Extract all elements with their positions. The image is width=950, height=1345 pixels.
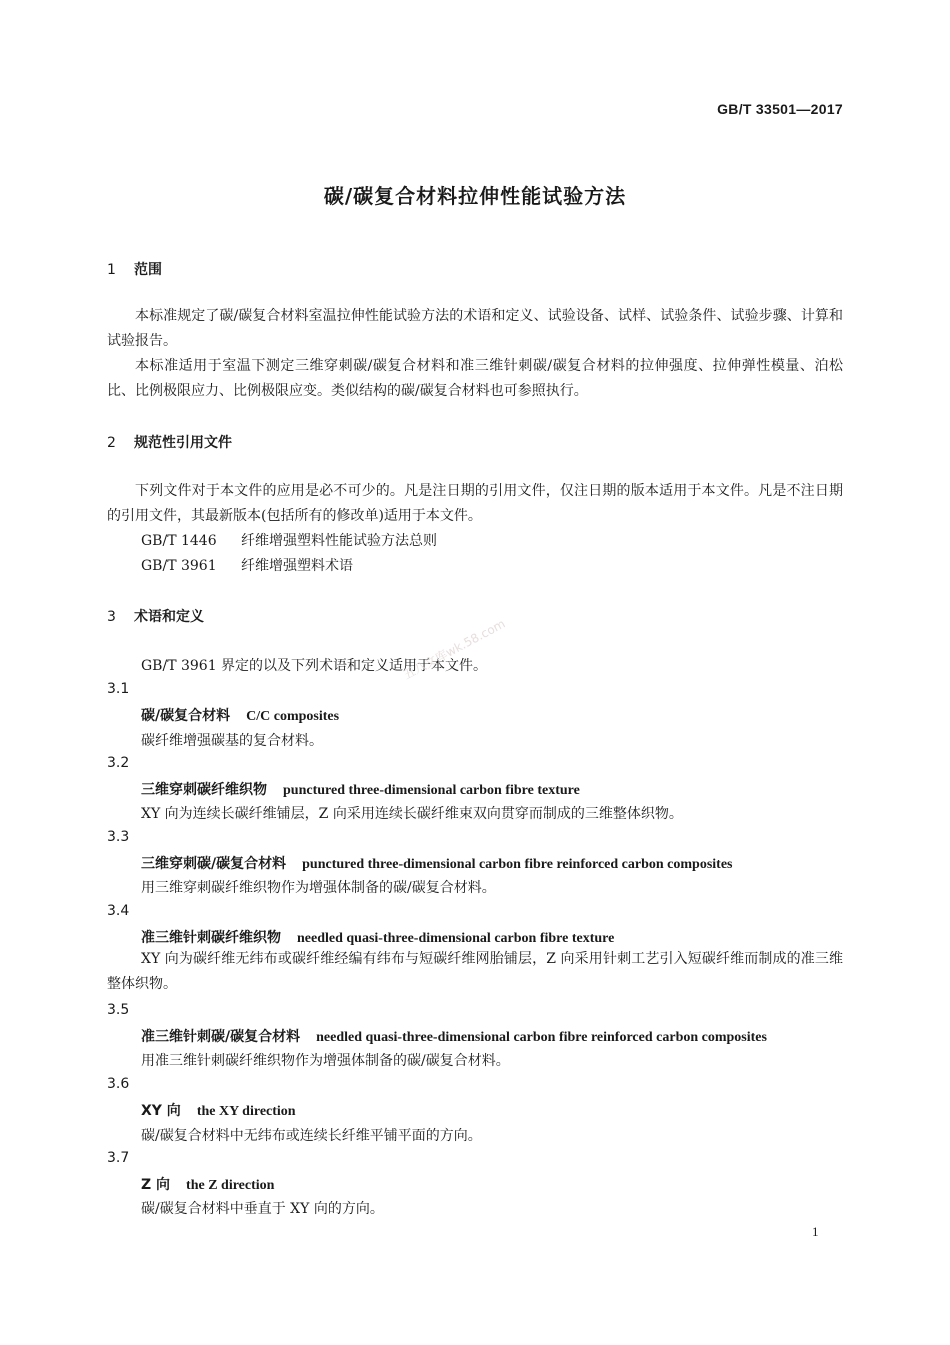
term-number: 3.6 [107, 1076, 130, 1092]
term-definition: 碳/碳复合材料中无纬布或连续长纤维平铺平面的方向。 [141, 1128, 482, 1144]
term-heading [141, 705, 339, 725]
term-heading [141, 1174, 274, 1194]
term-cn: XY 向 [141, 1103, 181, 1119]
term-definition: XY 向为连续长碳纤维铺层，Z 向采用连续长碳纤维束双向贯穿而制成的三维整体织物。 [141, 806, 683, 822]
term-cn: 准三维针刺碳纤维织物 [141, 930, 281, 946]
term-en: the XY direction [196, 1104, 296, 1119]
reference-item [141, 555, 353, 575]
term-heading [141, 927, 614, 947]
term-number: 3.3 [107, 829, 130, 845]
term-number: 3.2 [107, 755, 130, 771]
term-definition: 碳/碳复合材料中垂直于 XY 向的方向。 [141, 1201, 384, 1217]
term-definition: 用三维穿刺碳纤维织物作为增强体制备的碳/碳复合材料。 [141, 880, 496, 896]
section-3-heading [107, 606, 204, 626]
term-cn: 准三维针刺碳/碳复合材料 [141, 1029, 301, 1045]
term-heading [141, 1026, 767, 1046]
terms-intro: GB/T 3961 界定的以及下列术语和定义适用于本文件。 [141, 658, 488, 674]
page-number: 1 [812, 1224, 819, 1239]
term-definition: XY 向为碳纤维无纬布或碳纤维经编有纬布与短碳纤维网胎铺层，Z 向采用针刺工艺引入短碳纤维而制成的准三维整体织物。 [107, 951, 843, 992]
term-en: C/C composites [246, 709, 340, 724]
term-cn: 碳/碳复合材料 [141, 708, 231, 724]
term-en: the Z direction [186, 1178, 275, 1193]
document-title: 碳/碳复合材料拉伸性能试验方法 [323, 184, 627, 208]
watermark: 五八文库wk.58.com [400, 616, 508, 683]
reference-code: GB/T 1446 [141, 533, 217, 549]
term-cn: 三维穿刺碳纤维织物 [141, 782, 267, 798]
section-number: 2 [107, 435, 116, 451]
reference-title: 纤维增强塑料术语 [241, 558, 353, 574]
section-number: 1 [107, 262, 116, 278]
term-heading [141, 779, 580, 799]
term-number: 3.7 [107, 1150, 130, 1166]
section-1-heading [107, 259, 162, 279]
scope-paragraph-2: 本标准适用于室温下测定三维穿刺碳/碳复合材料和准三维针刺碳/碳复合材料的拉伸强度、拉伸弹性模量、泊松比、比例极限应力、比例极限应变。类似结构的碳/碳复合材料也可参照执行。 [107, 358, 843, 399]
section-title: 规范性引用文件 [134, 435, 232, 451]
term-number: 3.1 [107, 681, 130, 697]
term-en: punctured three-dimensional carbon fibre reinforced carbon composites [302, 857, 733, 872]
term-heading [141, 853, 732, 873]
section-title: 范围 [134, 262, 162, 278]
standard-number: GB/T 33501—2017 [717, 101, 843, 117]
term-en: needled quasi-three-dimensional carbon fibre reinforced carbon composites [316, 1030, 767, 1045]
term-en: needled quasi-three-dimensional carbon fibre texture [297, 931, 615, 946]
term-cn: 三维穿刺碳/碳复合材料 [141, 856, 287, 872]
term-number: 3.5 [107, 1002, 130, 1018]
reference-title: 纤维增强塑料性能试验方法总则 [241, 533, 437, 549]
term-heading [141, 1100, 296, 1120]
scope-paragraph-1: 本标准规定了碳/碳复合材料室温拉伸性能试验方法的术语和定义、试验设备、试样、试验条件、试验步骤、计算和试验报告。 [107, 308, 843, 349]
term-en: punctured three-dimensional carbon fibre texture [283, 783, 580, 798]
reference-item [141, 530, 437, 550]
section-number: 3 [107, 609, 116, 625]
term-number: 3.4 [107, 903, 130, 919]
term-definition: 碳纤维增强碳基的复合材料。 [141, 733, 323, 749]
section-title: 术语和定义 [134, 609, 204, 625]
term-definition: 用准三维针刺碳纤维织物作为增强体制备的碳/碳复合材料。 [141, 1053, 510, 1069]
section-2-heading [107, 432, 232, 452]
references-paragraph: 下列文件对于本文件的应用是必不可少的。凡是注日期的引用文件，仅注日期的版本适用于本文件。凡是不注日期的引用文件，其最新版本(包括所有的修改单)适用于本文件。 [107, 483, 843, 524]
term-cn: Z 向 [141, 1177, 171, 1193]
reference-code: GB/T 3961 [141, 558, 217, 574]
